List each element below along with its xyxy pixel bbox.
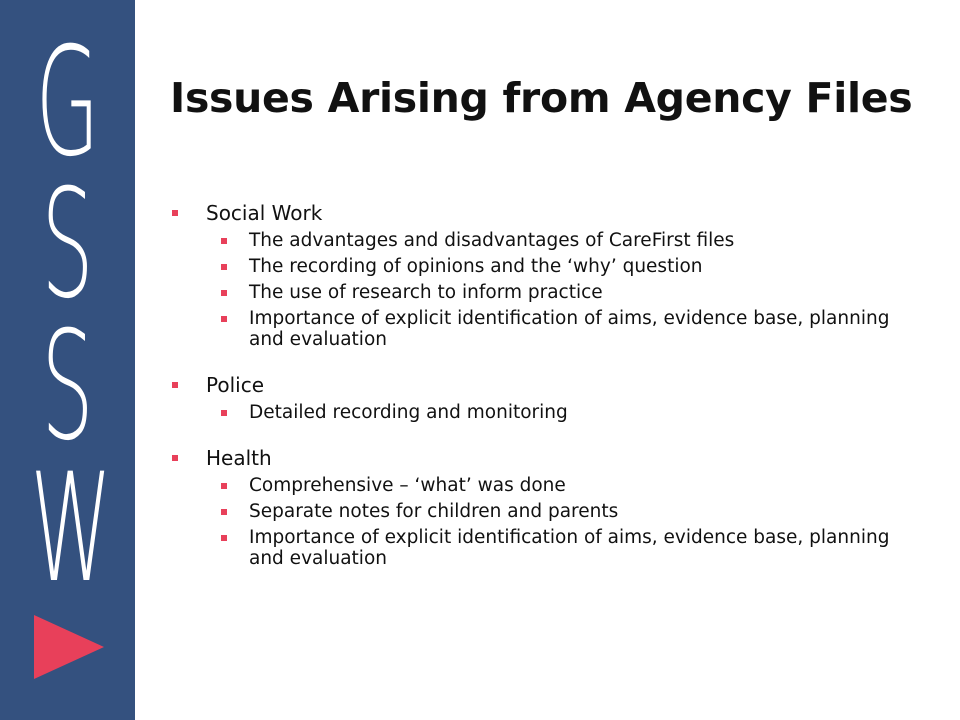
list-item	[170, 527, 930, 569]
brand-sidebar	[0, 0, 135, 720]
square-bullet-icon	[221, 483, 227, 489]
section-heading-label: Health	[206, 446, 272, 470]
logo-letter: G	[35, 16, 100, 190]
list-item-text: The use of research to inform practice	[249, 282, 603, 303]
section-police	[170, 372, 930, 423]
slide-title: Issues Arising from Agency Files	[170, 74, 913, 122]
section-heading	[170, 200, 930, 226]
square-bullet-icon	[221, 535, 227, 541]
list-item	[170, 402, 930, 423]
section-heading-label: Police	[206, 373, 264, 397]
list-item-text: Importance of explicit identification of aims, evidence base, planning and evaluation	[249, 308, 890, 350]
list-item-text: Separate notes for children and parents	[249, 501, 619, 522]
list-item-text: Detailed recording and monitoring	[249, 402, 568, 423]
logo-letter: S	[41, 158, 94, 332]
section-heading	[170, 372, 930, 398]
list-item	[170, 475, 930, 496]
square-bullet-icon	[172, 455, 178, 461]
list-item-text: Importance of explicit identification of aims, evidence base, planning and evaluation	[249, 527, 890, 569]
logo-letter: W	[30, 442, 112, 616]
square-bullet-icon	[172, 382, 178, 388]
square-bullet-icon	[221, 509, 227, 515]
square-bullet-icon	[172, 210, 178, 216]
list-item-text: Comprehensive – ‘what’ was done	[249, 475, 566, 496]
list-item	[170, 230, 930, 251]
section-heading	[170, 445, 930, 471]
list-item	[170, 282, 930, 303]
list-item-text: The advantages and disadvantages of CareFirst files	[249, 230, 735, 251]
play-arrow-icon	[34, 615, 104, 679]
list-item	[170, 256, 930, 277]
bullet-list	[170, 200, 930, 591]
section-health	[170, 445, 930, 569]
logo-letter: S	[41, 300, 94, 474]
list-item	[170, 501, 930, 522]
square-bullet-icon	[221, 264, 227, 270]
square-bullet-icon	[221, 316, 227, 322]
list-item	[170, 308, 930, 350]
square-bullet-icon	[221, 238, 227, 244]
square-bullet-icon	[221, 290, 227, 296]
section-social-work	[170, 200, 930, 350]
list-item-text: The recording of opinions and the ‘why’ question	[249, 256, 703, 277]
square-bullet-icon	[221, 410, 227, 416]
section-heading-label: Social Work	[206, 201, 323, 225]
